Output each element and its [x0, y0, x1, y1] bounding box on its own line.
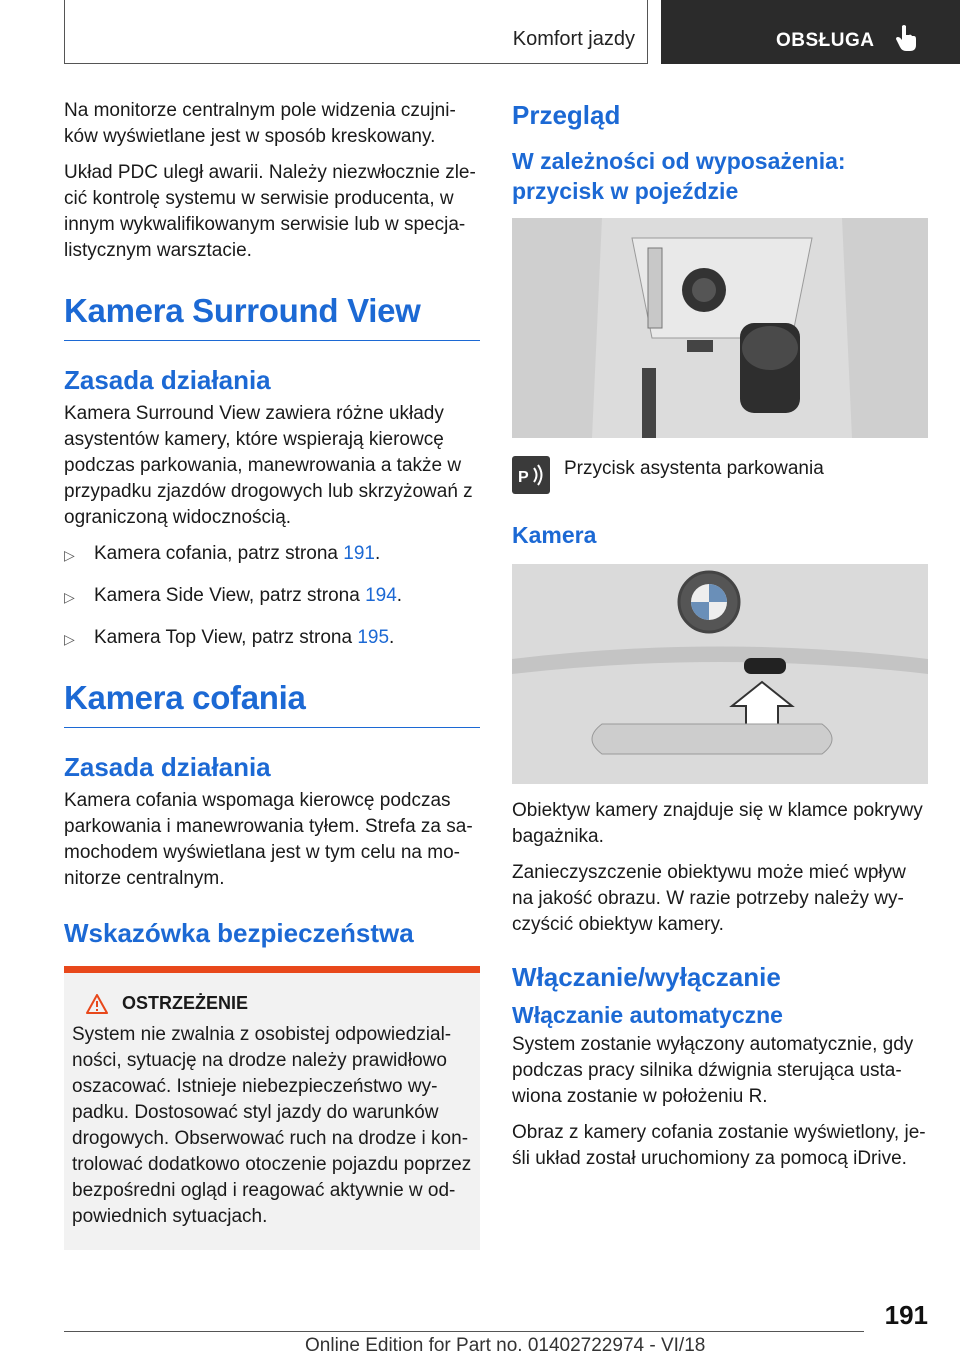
header-section-title: Komfort jazdy: [512, 28, 635, 50]
warning-text: System nie zwalnia z osobistej odpowiedzial-ności, sytuację na drodze należy prawidłowo oszacować. Istnieje niebezpieczeństwo wy-padku. Dostosować styl jazdy do warunków drogowych. Obserwować ruch na drodze i kon-trolować dodatkowo otoczenie pojazdu poprzez bezpośredni ogląd i reagować aktywnie w od-powiednich sytuacjach.: [72, 1024, 472, 1227]
paragraph-pdc-failure: Układ PDC uległ awarii. Należy niezwłocznie zle-cić kontrolę systemu w serwisie producenta, w innym wykwalifikowanym serwisie lub w specja-listycznym warsztacie.: [64, 162, 476, 261]
warning-box: [64, 966, 480, 1250]
heading-surround-view: Kamera Surround View: [64, 292, 480, 341]
list-item: ▷ Kamera cofania, patrz strona 191.: [64, 541, 480, 567]
paragraph-sensor-field: Na monitorze centralnym pole widzenia czujni-ków wyświetlane jest w sposób kreskowany.: [64, 100, 456, 147]
right-column: [512, 98, 928, 1182]
page-link-194[interactable]: 194: [365, 585, 397, 606]
heading-button-in-vehicle: W zależności od wyposażenia: przycisk w pojeździe: [512, 148, 846, 204]
caption-parking-button: Przycisk asystenta parkowania: [564, 458, 824, 479]
page-link-191[interactable]: 191: [343, 543, 375, 564]
heading-zasada-surround: Zasada działania: [64, 365, 271, 395]
header-chapter-tab[interactable]: [661, 0, 960, 64]
triangle-bullet-icon: ▷: [64, 547, 75, 563]
paragraph-lens-location: Obiektyw kamery znajduje się w klamce pokrywy bagażnika.: [512, 800, 923, 847]
heading-zasada-cofania: Zasada działania: [64, 752, 271, 782]
heading-kamera-cofania: Kamera cofania: [64, 679, 480, 728]
console-photo: [512, 218, 928, 438]
header-chapter-label: OBSŁUGA: [776, 30, 875, 51]
console-illustration: [512, 218, 928, 438]
heading-wlaczanie-auto: Włączanie automatyczne: [512, 1002, 783, 1028]
footer-divider: [64, 1331, 864, 1332]
paragraph-surround-desc: Kamera Surround View zawiera różne układy asystentów kamery, które wspierają kierowcę podczas parkowania, manewrowania a także w przypadku zjazdów drogowych lub skrzyżowań z ograniczoną widocznością.: [64, 403, 473, 528]
triangle-bullet-icon: ▷: [64, 589, 75, 605]
paragraph-auto-2: Obraz z kamery cofania zostanie wyświetlony, je-śli układ został uruchomiony za pomocą iDrive.: [512, 1122, 926, 1169]
warning-triangle-icon: [86, 994, 108, 1014]
page-number: 191: [884, 1300, 928, 1330]
heading-wlaczanie: Włączanie/wyłączanie: [512, 962, 781, 992]
footer-edition: Online Edition for Part no. 01402722974 - VI/18: [305, 1335, 706, 1356]
triangle-bullet-icon: ▷: [64, 631, 75, 647]
trunk-illustration: [512, 564, 928, 784]
page-link-195[interactable]: 195: [357, 627, 390, 648]
list-item: ▷ Kamera Top View, patrz strona 195.: [64, 625, 480, 651]
paragraph-lens-cleaning: Zanieczyszczenie obiektywu może mieć wpływ na jakość obrazu. W razie potrzeby należy wy-czyścić obiektyw kamery.: [512, 862, 906, 935]
list-item: ▷ Kamera Side View, patrz strona 194.: [64, 583, 480, 609]
heading-safety-note: Wskazówka bezpieczeństwa: [64, 918, 414, 948]
camera-list: [64, 541, 480, 651]
paragraph-cofania-desc: Kamera cofania wspomaga kierowcę podczas parkowania i manewrowania tyłem. Strefa za sa-mochodem wyświetlana jest w tym celu na mo-nitorze centralnym.: [64, 790, 473, 889]
paragraph-auto-1: System zostanie wyłączony automatycznie, gdy podczas pracy silnika dźwignia sterująca usta-wiona zostanie w położeniu R.: [512, 1034, 914, 1107]
svg-text:P: P: [518, 469, 529, 486]
left-column: [64, 98, 480, 1250]
hand-pointer-icon: [895, 24, 917, 52]
warning-title: OSTRZEŻENIE: [122, 993, 249, 1013]
heading-przeglad: Przegląd: [512, 100, 621, 130]
trunk-camera-photo: [512, 564, 928, 784]
heading-kamera: Kamera: [512, 522, 597, 548]
parking-assistant-button-icon: [512, 456, 550, 494]
